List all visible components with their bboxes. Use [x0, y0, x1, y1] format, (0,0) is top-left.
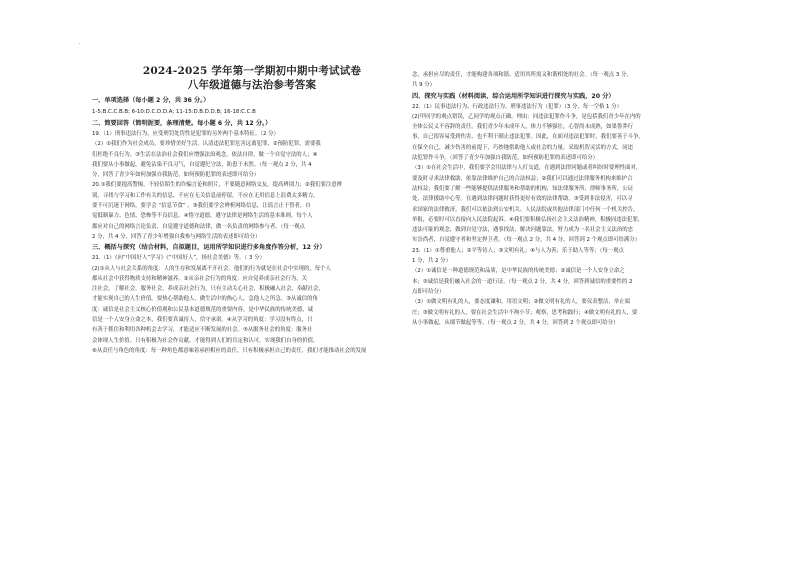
- answer-line: 有善于抓住和利用各种机会去学习，才能适应不断发展的社会。⑤从服务社会的角度：服务社: [92, 327, 313, 334]
- question-21-continuation: [412, 70, 730, 91]
- answer-line: 从小事做起，从细节做起等等。（每一观点 2 分，共 4 分，回答到 2 个观点即可给分）: [412, 319, 619, 326]
- answer-line: 法犯罪作斗争。（回答了青少年加强自我防范，如何预防犯罪的表述即可给分）: [412, 155, 598, 162]
- answer-line: 违法可耻的观念，做到自觉守法，遇事找法，解决问题靠法，努力成为一名社会主义法治的忠: [412, 227, 634, 234]
- answer-line: 22.（1）民事违法行为、行政违法行为、刑事违法行为（犯罪）（3 分，每一空格 1 分）: [412, 103, 622, 110]
- question-20-answer: [92, 180, 412, 242]
- answer-line: ⑥从责任与角色的角度：每一种角色都意味着承担相应的责任，只有积极承担自己的责任，我们才能推动社会的发展: [92, 347, 367, 354]
- answer-line: 事，自己很容易受到伤害，也不利于制止违法犯罪。因此，在面对违法犯罪时，我们要善于斗争，: [412, 134, 644, 141]
- answer-line: 1 分，共 2 分）: [412, 258, 451, 265]
- document-title-line1: 2024-2025 学年第一学期初中期中考试试卷: [142, 65, 362, 77]
- answer-line: 庄；③做文明有礼的人，要在社会生活中不拘小节；观察，思考和践行；④做文明有礼的人，要: [412, 309, 638, 316]
- scan-speck: [79, 43, 80, 44]
- answer-line: 要及时寻求法律救助，依靠法律维护自己的合法权益；②我们可以通过法律服务机构来维护合: [412, 175, 633, 182]
- answer-line: 全体公民义不容辞的责任。我们青少年未成年人，体力不够强壮，心智尚未成熟，如果鲁莽行: [412, 124, 634, 131]
- answer-line: 会体现人生价值。只有积极为社会作贡献，才能得到人们的肯定和认可。实现我们自身的价值。: [92, 337, 319, 344]
- section-1-heading: 一、单项选择（每小题 2 分，共 36 分。）: [92, 97, 210, 104]
- answer-line: 在保全自己，减少伤害的前提下，巧妙地借助他人或社会的力量，采取机智灵活的方式，同违: [412, 144, 634, 151]
- right-column: [412, 70, 730, 328]
- answer-line: 法权益；我们要了解一些能够提供法律服务和帮助的机构，知法律服务所、律师事务所，公证: [412, 185, 634, 192]
- answer-line: 分，回答了青少年如何加强自我防范，如何预防犯罪的表述即可给分）: [92, 172, 260, 179]
- mcq-answers: 1-5:B.C.C.B.B; 6-10:D.C.D.D.A; 11-15:D.B.D.D.B; 16-18:C.C.B: [92, 109, 256, 115]
- answer-line: 共 9 分）: [412, 82, 436, 89]
- answer-line: 要不可沉迷于网络，要学会 “信息节食” 。③我们要学会辨析网络信息，让谣言止于智者，自: [92, 203, 311, 210]
- answer-line: 点即可给分）: [412, 288, 445, 295]
- document-title-line2: 八年级道德与法治参考答案: [187, 79, 317, 91]
- section-3-heading: 三、概括与探究（结合材料，自拟题目，运用所学知识进行多角度作答分析，12 分）: [92, 244, 326, 252]
- answer-line: 觉抵制暴力、色情、恐怖等不良信息。④恪守道德，遵守法律是网络生活的基本准则。每个人: [92, 213, 313, 220]
- answer-line: 举报，必要时可以直接向人民法院起诉。④我们要积极弘扬社会主义法治精神，积极同违法犯罪，: [412, 216, 644, 223]
- section-4-heading: 四、探究与实践（材料阅读，综合运用所学知识进行探究与实践，20 分）: [412, 92, 615, 100]
- question-22-23-answers: [412, 102, 730, 329]
- answer-line: 念，承担应尽的责任，才能构建各项和谐、适用其所需又和谐相处的社会。（每一观点 3 分，: [412, 72, 632, 78]
- answer-line: 别，寻找与学习和工作有关的信息，不应在无关信息前停留，不应在无用信息上浪费太多精力，: [92, 192, 319, 199]
- answer-line: 20.①我们要提高警惕，不轻信陌生的诈骗言论和照片，不要随意网络交友，提高辨别力；②我们要注意辨: [92, 182, 343, 189]
- answer-line: 19.（1）刑事违法行为，应受刑罚处罚性是犯罪的另外两个基本特征。（2 分）: [92, 131, 279, 137]
- answer-line: （2）①诚信是一种道德规范和品质，是中华民族的传统美德；②诚信是一个人安身立命之: [412, 268, 625, 275]
- question-19-answer: [92, 129, 412, 180]
- answer-line: 我们要从小事做起，避免沾染不良习气，自觉遵纪守法，防患于未然。（每一观点 2 分，共 4: [92, 161, 312, 168]
- answer-line: 2 分，共 4 分，回答了青少年增强自我参与网络生活的表述即可给分）: [92, 233, 261, 240]
- question-21-answer: [92, 253, 412, 356]
- answer-line: 注社会，了解社会，服务社会，养成亲社会行为，只有主动关心社会，积极融入社会，奉献社会，: [92, 286, 324, 293]
- answer-line: 度：诚信是社会主义核心价值观和公民基本道德规范的重要内容，是中华民族的传统美德，诚: [92, 306, 314, 313]
- answer-line: (2)甲同学的观点错误，乙同学的观点正确。理由：同违法犯罪作斗争，是包括我们青少年在内的: [412, 113, 641, 120]
- answer-line: 本；③诚信是我们融入社会的一道行证。（每一观点 2 分，共 4 分，回答到诚信的重要性的 2: [412, 278, 633, 285]
- answer-line: （2）①我们作为社会成员，要珍惜美好生活，认清违法犯罪危害远离犯罪，②预防犯罪，需要我: [92, 141, 321, 148]
- answer-line: 21.（1）《向“中国好人”学习》《“中国好人”，扬社会美德》等。（ 3 分）: [92, 255, 265, 262]
- answer-line: （3）①在社会生活中，我们要学会用法律与人打交道，在遇到法律问题或者纠纷时要理性面对，: [412, 165, 642, 172]
- answer-line: 23.（1）①尊重他人；②平等待人；③文明有礼；④与人为善；乐于助人等等；（每一观点: [412, 247, 624, 254]
- answer-line: (2)①从人与社会关系的角度：人的生存和发展离不开社会。他们的行为就是在社会中实现的，每个人: [92, 265, 331, 272]
- left-column: [92, 64, 412, 356]
- answer-line: 实崇尚者，自觉遵守者和坚定捍卫者。（每一观点 2 分，共 4 分，回答到 2 个观点即可给满分）: [412, 237, 641, 244]
- answer-line: 求国家的法律救济。我们可以依法到公安机关、人民法院或其他法律部门中任何一个机关控告，: [412, 206, 639, 213]
- answer-line: 都应对自己的网络言论负责，自觉遵守道德和法律，做一名负责的网络参与者。（每一观点: [92, 223, 305, 230]
- answer-line: 都从社会中获得物质支持和精神滋养。②从亲社会行为的角度：应自觉养成亲社会行为，关: [92, 275, 308, 282]
- answer-line: 才能实现自己的人生价值。要热心帮助他人，做生活中的热心人，急他人之所急。③从诚信的角: [92, 296, 318, 303]
- answer-line: 信是一个人安身立命之本，我们要真诚待人，信守承诺。④从学习的角度：学习没有终点，只: [92, 317, 313, 324]
- section-2-heading: 二、简要回答（简明扼要，条理清楚。每小题 6 分，共 12 分。）: [92, 120, 272, 127]
- answer-line: 处，法律援助中心等。在遇到法律问题时获得更好有效的法律帮助。③受到非法侵害，可以寻: [412, 196, 633, 203]
- answer-line: 们杜绝不良行为。③生活在法治社会我们应增强法治观念，依法自律，做一个自觉守法的人；④: [92, 151, 318, 158]
- answer-line: （3）①做文明有礼的人，要态度谦和，用语文明；②做文明有礼的人，要仪表整洁，举止端: [412, 299, 630, 306]
